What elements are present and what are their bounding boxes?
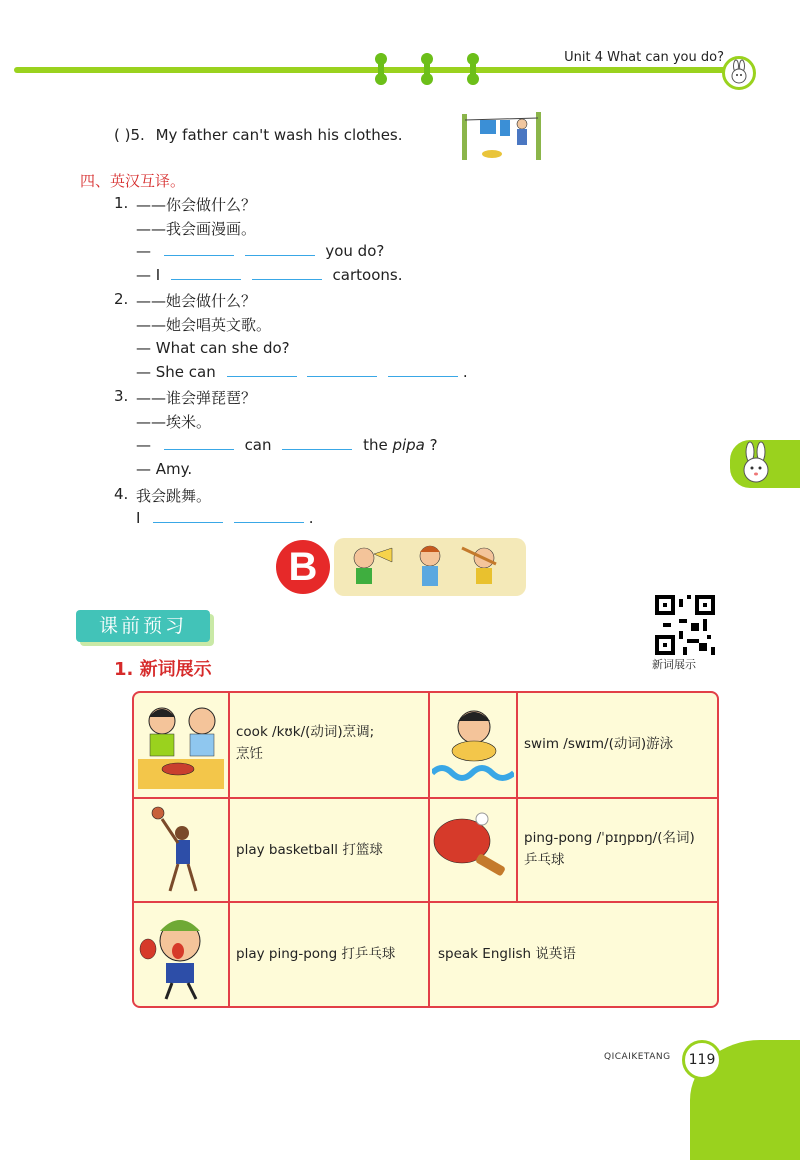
kids-banner-illustration bbox=[334, 538, 526, 596]
qr-label: 新词展示 bbox=[652, 658, 696, 671]
q1-en-line-1 bbox=[136, 242, 384, 260]
vocab-text: ping-pong /ˈpɪŋpɒŋ/(名词) 乒乓球 bbox=[524, 830, 695, 868]
answer-blank[interactable] bbox=[171, 267, 241, 280]
en-text: — She can bbox=[136, 363, 216, 381]
dash: — bbox=[136, 242, 151, 260]
answer-blank[interactable] bbox=[234, 510, 304, 523]
en-text: can bbox=[244, 436, 272, 454]
answer-blank[interactable] bbox=[164, 243, 234, 256]
q1-cn-line-2: ——我会画漫画。 bbox=[136, 220, 257, 238]
section-b-badge: B bbox=[276, 540, 330, 594]
q4-en-line bbox=[136, 509, 314, 527]
q4-cn-line-1: 我会跳舞。 bbox=[136, 487, 212, 505]
q2-en-line-2 bbox=[136, 363, 468, 381]
brand-text: QICAIKETANG bbox=[604, 1052, 671, 1062]
en-text: cartoons. bbox=[332, 266, 403, 284]
answer-blank[interactable] bbox=[388, 364, 458, 377]
vocab-ping-pong bbox=[524, 827, 714, 871]
answer-blank[interactable] bbox=[153, 510, 223, 523]
row-divider bbox=[134, 797, 717, 799]
vocab-play-basketball bbox=[236, 839, 422, 861]
section-4-title: 四、英汉互译。 bbox=[80, 172, 186, 190]
binder-pin-icon bbox=[424, 53, 430, 85]
q2-cn-line-2: ——她会唱英文歌。 bbox=[136, 316, 272, 334]
vocab-text: play basketball 打篮球 bbox=[236, 842, 383, 858]
en-text: — I bbox=[136, 266, 161, 284]
en-text: you do? bbox=[325, 242, 385, 260]
page-number: 119 bbox=[682, 1040, 722, 1080]
binder-pin-icon bbox=[378, 53, 384, 85]
q4-number: 4. bbox=[114, 485, 129, 503]
q2-number: 2. bbox=[114, 290, 129, 308]
answer-blank[interactable] bbox=[307, 364, 377, 377]
bunny-logo-icon bbox=[722, 56, 756, 90]
ping-pong-kid-icon bbox=[138, 907, 224, 1001]
en-text-italic: pipa bbox=[392, 436, 425, 454]
ping-pong-paddle-icon bbox=[432, 809, 514, 891]
en-text: the bbox=[363, 436, 393, 454]
item-text: My father can't wash his clothes. bbox=[155, 126, 403, 144]
vocab-play-ping-pong bbox=[236, 943, 422, 965]
vocab-text: play ping-pong 打乒乓球 bbox=[236, 946, 396, 962]
vocab-swim bbox=[524, 733, 714, 755]
answer-blank[interactable] bbox=[164, 437, 234, 450]
en-text: ? bbox=[424, 436, 438, 454]
q1-en-line-2 bbox=[136, 266, 402, 284]
answer-blank[interactable] bbox=[282, 437, 352, 450]
col-divider bbox=[428, 693, 430, 1006]
dash: — bbox=[136, 436, 151, 454]
new-words-title: 1. 新词展示 bbox=[114, 659, 212, 680]
washing-clothes-illustration bbox=[462, 110, 542, 160]
vocab-table bbox=[132, 691, 719, 1008]
en-text: . bbox=[462, 363, 468, 381]
q3-en-line-2: — Amy. bbox=[136, 460, 193, 478]
side-tab bbox=[730, 440, 800, 488]
q3-cn-line-2: ——埃米。 bbox=[136, 413, 212, 431]
exercise-item-5 bbox=[114, 126, 403, 144]
en-text: I bbox=[136, 509, 141, 527]
cooking-kids-icon bbox=[138, 701, 224, 789]
preview-badge: 课前预习 bbox=[76, 610, 210, 642]
bunny-mascot-icon bbox=[736, 440, 776, 488]
vocab-speak-english bbox=[438, 943, 708, 965]
vocab-text: swim /swɪm/(动词)游泳 bbox=[524, 736, 674, 752]
q3-cn-line-1: ——谁会弹琵琶？ bbox=[136, 389, 257, 407]
answer-blank[interactable] bbox=[252, 267, 322, 280]
qr-code-icon[interactable] bbox=[655, 595, 715, 655]
q1-number: 1. bbox=[114, 194, 129, 212]
basketball-player-icon bbox=[142, 805, 222, 895]
vocab-cook bbox=[236, 721, 422, 765]
answer-paren: ( )5. bbox=[114, 126, 145, 144]
q2-cn-line-1: ——她会做什么？ bbox=[136, 292, 257, 310]
header-rule bbox=[14, 67, 736, 73]
q1-cn-line-1: ——你会做什么？ bbox=[136, 196, 257, 214]
q3-en-line-1 bbox=[136, 436, 438, 454]
binder-pin-icon bbox=[470, 53, 476, 85]
answer-blank[interactable] bbox=[245, 243, 315, 256]
vocab-text: speak English 说英语 bbox=[438, 946, 576, 962]
col-divider bbox=[228, 693, 230, 1006]
q2-en-line-1: — What can she do? bbox=[136, 339, 290, 357]
vocab-text: cook /kʊk/(动词)烹调; 烹饪 bbox=[236, 724, 375, 762]
unit-title: Unit 4 What can you do? bbox=[564, 50, 724, 65]
answer-blank[interactable] bbox=[227, 364, 297, 377]
row-divider bbox=[134, 901, 717, 903]
en-text: . bbox=[308, 509, 314, 527]
swimming-kid-icon bbox=[432, 699, 514, 791]
col-divider bbox=[516, 693, 518, 901]
q3-number: 3. bbox=[114, 387, 129, 405]
